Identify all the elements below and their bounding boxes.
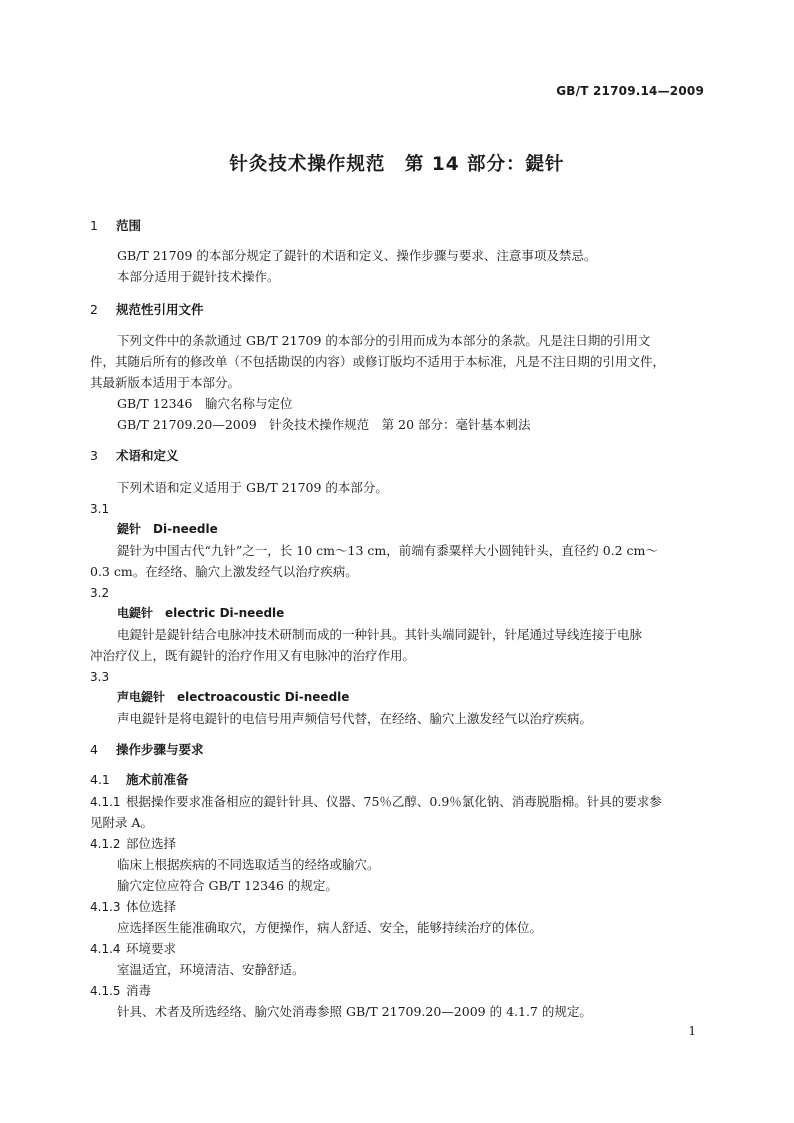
section-heading-scope	[90, 216, 704, 236]
subsection-title: 施术前准备	[126, 772, 189, 787]
clause-number: 4.1.1	[90, 795, 121, 809]
term-number: 3.3	[90, 670, 110, 684]
reference-item: GB/T 21709.20—2009 针灸技术操作规范 第 20 部分：毫针基本刺法	[117, 417, 531, 432]
clause-number: 4.1.2	[90, 837, 121, 851]
section-number: 4	[90, 742, 98, 757]
term-title	[117, 603, 704, 623]
paragraph: 下列术语和定义适用于 GB/T 21709 的本部分。	[117, 480, 388, 495]
paragraph: 临床上根据疾病的不同选取适当的经络或腧穴。	[117, 857, 380, 872]
definition: 电鍉针是鍉针结合电脉冲技术研制而成的一种针具。其针头端同鍉针，针尾通过导线连接于电脉	[117, 627, 643, 642]
definition: 声电鍉针是将电鍉针的电信号用声频信号代替，在经络、腧穴上激发经气以治疗疾病。	[117, 711, 593, 726]
clause-number: 4.1.5	[90, 984, 121, 998]
term-english: electric Di-needle	[165, 606, 285, 620]
definition: 鍉针为中国古代“九针”之一，长 10 cm～13 cm，前端有黍粟样大小圆钝针头，直径约 0.2 cm～	[117, 543, 658, 558]
clause-4-1-3	[90, 897, 704, 917]
term-chinese: 鍉针	[117, 522, 142, 536]
clause-4-1-1	[90, 792, 704, 812]
definition: 冲治疗仪上，既有鍉针的治疗作用又有电脉冲的治疗作用。	[90, 648, 416, 663]
section-title: 术语和定义	[116, 448, 179, 463]
section-heading-terms	[90, 446, 704, 466]
paragraph: 室温适宜，环境清洁、安静舒适。	[117, 962, 305, 977]
section-title: 操作步骤与要求	[116, 742, 204, 757]
paragraph: 件，其随后所有的修改单（不包括勘误的内容）或修订版均不适用于本标准，凡是不注日期的引用文件，	[90, 354, 666, 369]
term-chinese: 电鍉针	[117, 606, 154, 620]
clause-title: 部位选择	[126, 836, 177, 851]
paragraph: 应选择医生能准确取穴，方便操作，病人舒适、安全，能够持续治疗的体位。	[117, 920, 543, 935]
section-number: 1	[90, 218, 98, 233]
clause-text: 根据操作要求准备相应的鍉针针具、仪器、75％乙醇、0.9％氯化钠、消毒脱脂棉。针具的要求参	[126, 794, 662, 809]
definition: 0.3 cm。在经络、腧穴上激发经气以治疗疾病。	[90, 564, 358, 579]
section-title: 规范性引用文件	[116, 302, 204, 317]
reference-item: GB/T 12346 腧穴名称与定位	[117, 396, 293, 411]
term-number: 3.2	[90, 586, 110, 600]
term-english: Di-needle	[153, 522, 218, 536]
clause-number: 4.1.3	[90, 900, 121, 914]
paragraph: GB/T 21709 的本部分规定了鍉针的术语和定义、操作步骤与要求、注意事项及禁忌。	[117, 248, 597, 263]
paragraph: 针具、术者及所选经络、腧穴处消毒参照 GB/T 21709.20—2009 的 4.1.7 的规定。	[117, 1004, 592, 1019]
page-number: 1	[688, 1024, 696, 1038]
term-chinese: 声电鍉针	[117, 690, 166, 704]
clause-4-1-5	[90, 981, 704, 1001]
clause-text-continued: 见附录 A。	[90, 815, 154, 830]
term-title	[117, 687, 704, 707]
clause-title: 环境要求	[126, 941, 177, 956]
subsection-number: 4.1	[90, 772, 110, 787]
paragraph: 其最新版本适用于本部分。	[90, 375, 241, 390]
standard-code: GB/T 21709.14—2009	[556, 84, 704, 98]
term-number: 3.1	[90, 502, 110, 516]
paragraph: 下列文件中的条款通过 GB/T 21709 的本部分的引用而成为本部分的条款。凡是注日期的引用文	[117, 333, 651, 348]
section-number: 2	[90, 302, 98, 317]
section-title: 范围	[116, 218, 142, 233]
document-title: 针灸技术操作规范 第 14 部分：鍉针	[229, 154, 565, 175]
section-heading-procedure	[90, 740, 704, 760]
clause-title: 消毒	[126, 983, 152, 998]
paragraph: 腧穴定位应符合 GB/T 12346 的规定。	[117, 878, 338, 893]
subsection-heading-preparation	[90, 770, 704, 790]
section-number: 3	[90, 448, 98, 463]
clause-number: 4.1.4	[90, 942, 121, 956]
section-heading-normative-references	[90, 300, 704, 320]
clause-4-1-4	[90, 939, 704, 959]
term-english: electroacoustic Di-needle	[177, 690, 350, 704]
paragraph: 本部分适用于鍉针技术操作。	[117, 269, 280, 284]
clause-4-1-2	[90, 834, 704, 854]
clause-title: 体位选择	[126, 899, 177, 914]
term-title	[117, 519, 704, 539]
